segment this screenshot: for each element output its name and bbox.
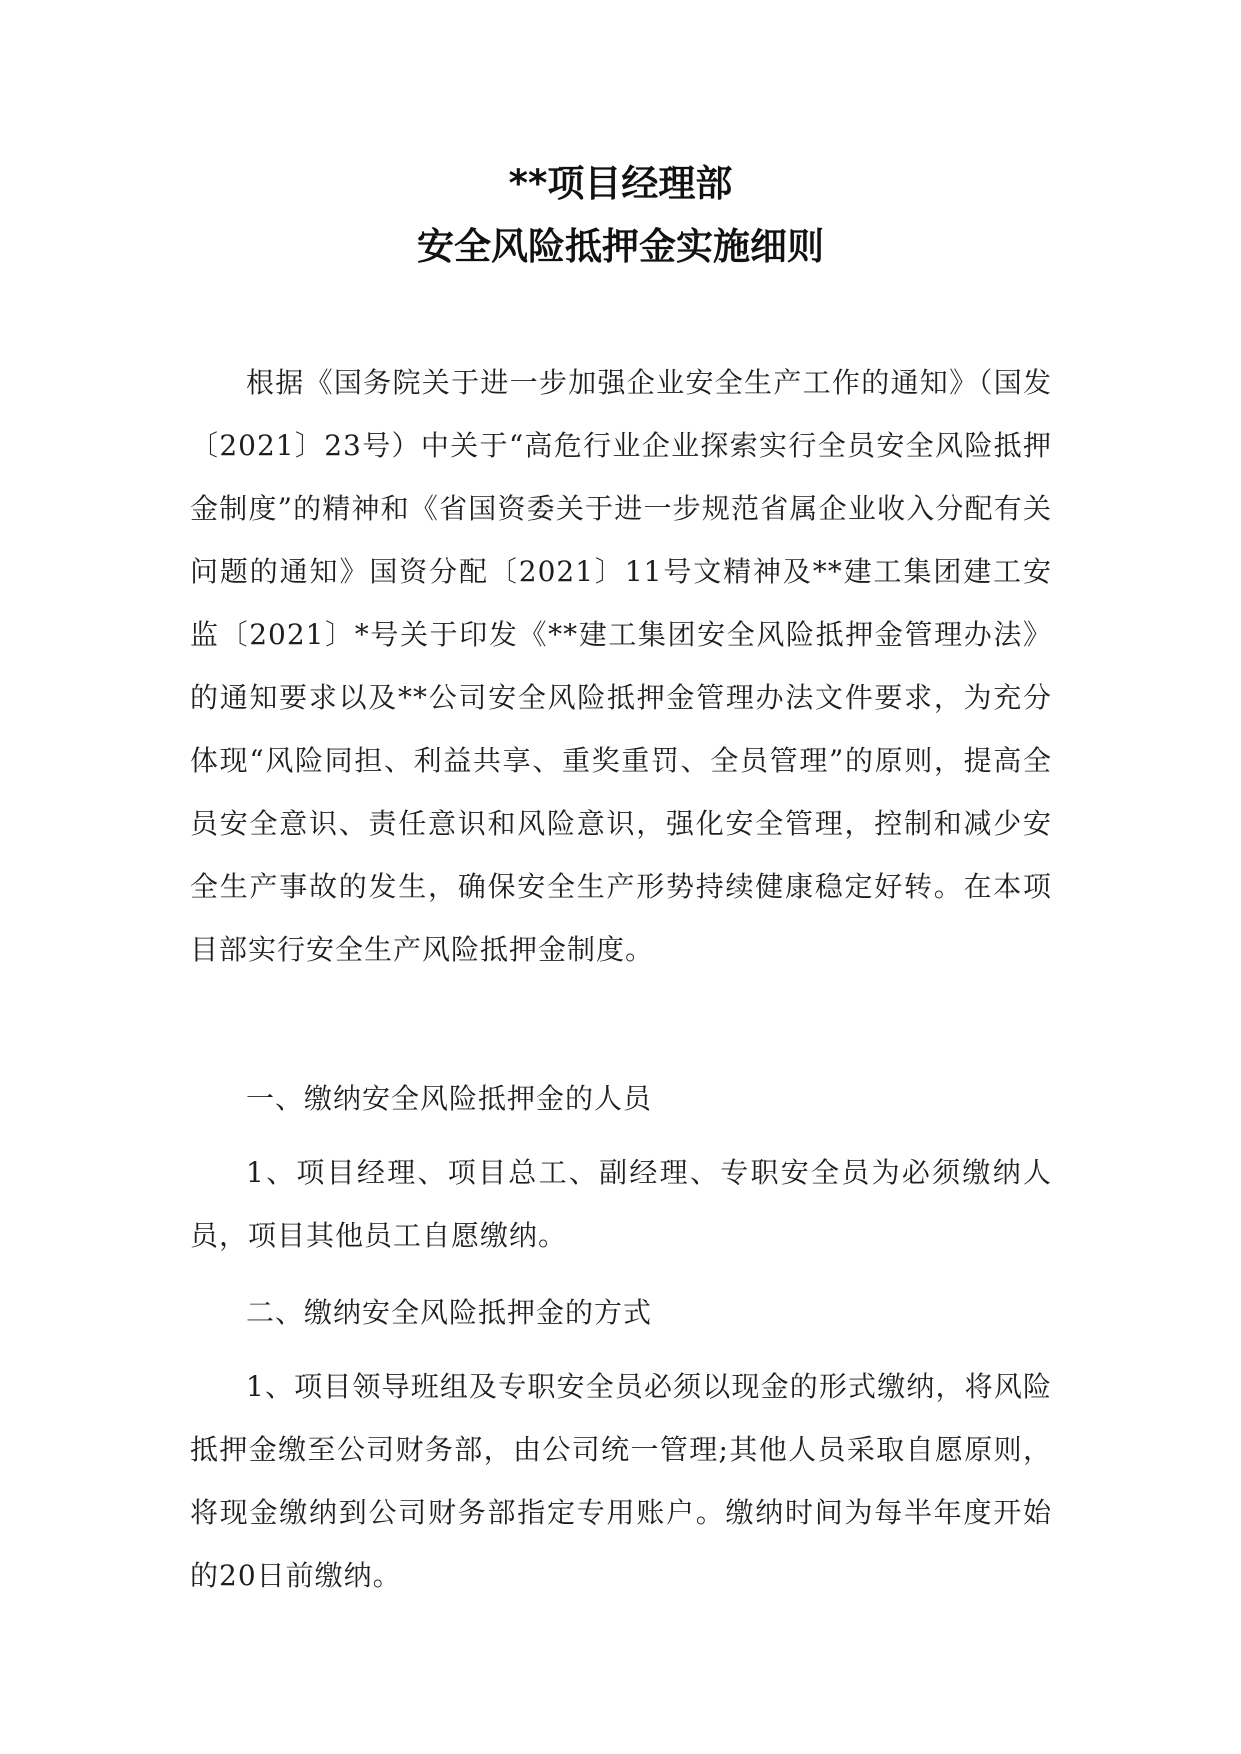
intro-paragraph-text: 根据《国务院关于进一步加强企业安全生产工作的通知》（国发〔2021〕23号）中关于“高危行业企业探索实行全员安全风险抵押金制度”的精神和《省国资委关于进一步规范省属企业收入分配有关问题的通知》国资分配〔2021〕11号文精神及**建工集团建工安监〔2021〕*号关于印发《**建工集团安全风险抵押金管理办法》的通知要求以及**公司安全风险抵押金管理办法文件要求，为充分体现“风险同担、利益共享、重奖重罚、全员管理”的原则，提高全员安全意识、责任意识和风险意识，强化安全管理，控制和减少安全生产事故的发生，确保安全生产形势持续健康稳定好转。在本项目部实行安全生产风险抵押金制度。 [190, 366, 1052, 966]
section1-heading-text: 一、缴纳安全风险抵押金的人员 [246, 1082, 653, 1115]
section2-item1-text: 1、项目领导班组及专职安全员必须以现金的形式缴纳，将风险抵押金缴至公司财务部，由公司统一管理;其他人员采取自愿原则，将现金缴纳到公司财务部指定专用账户。缴纳时间为每半年度开始的20日前缴纳。 [190, 1370, 1052, 1592]
document-title-line1: **项目经理部 [508, 162, 733, 205]
section2-heading [190, 1281, 1052, 1344]
document-title-line2: 安全风险抵押金实施细则 [417, 225, 824, 268]
section1-heading [190, 1067, 1052, 1130]
section1-item1-text: 1、项目经理、项目总工、副经理、专职安全员为必须缴纳人员，项目其他员工自愿缴纳。 [190, 1156, 1052, 1252]
section1-item1 [190, 1141, 1052, 1267]
section2-heading-text: 二、缴纳安全风险抵押金的方式 [246, 1296, 653, 1329]
intro-paragraph [190, 351, 1052, 981]
section2-item1 [190, 1355, 1052, 1607]
